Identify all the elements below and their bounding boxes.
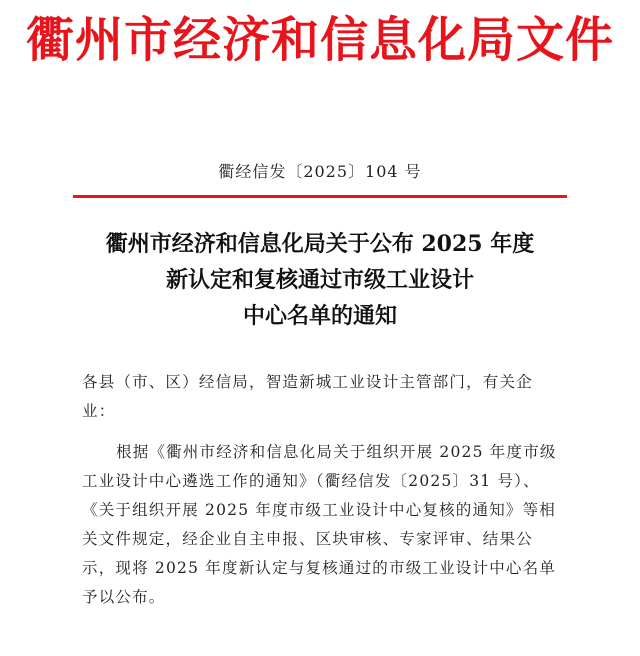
notice-title — [0, 226, 640, 334]
notice-title-line-1: 衢州市经济和信息化局关于公布 2025 年度 — [105, 231, 535, 257]
notice-title-line-2: 新认定和复核通过市级工业设计 — [165, 267, 474, 293]
document-number: 衢经信发〔2025〕104 号 — [218, 162, 422, 181]
body-paragraph: 根据《衢州市经济和信息化局关于组织开展 2025 年度市级工业设计中心遴选工作的通知》（衢经信发〔2025〕31 号）、《关于组织开展 2025 年度市级工业设计中心复核的通知》等相关文件规定，经企业自主申报、区块审核、专家评审、结果公示，现将 2025 年度新认定与复核通过的市级工业设计中心名单予以公布。 — [82, 443, 557, 606]
notice-body — [82, 368, 562, 612]
notice-title-line-3: 中心名单的通知 — [242, 303, 397, 329]
salutation-paragraph: 各县（市、区）经信局，智造新城工业设计主管部门，有关企业： — [82, 373, 533, 420]
agency-header-title: 衢州市经济和信息化局文件 — [25, 12, 614, 68]
red-divider-line — [73, 195, 567, 198]
